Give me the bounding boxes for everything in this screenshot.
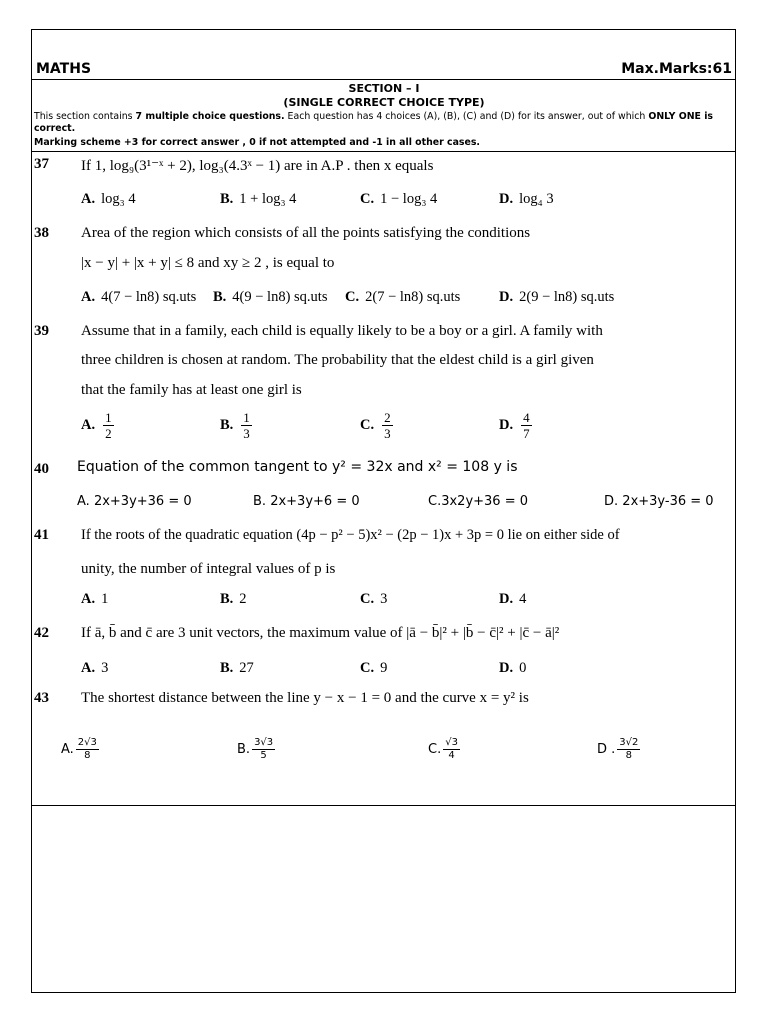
option-a: A. 1 <box>81 591 109 607</box>
question-number: 37 <box>34 156 49 172</box>
question-text-line2: unity, the number of integral values of p is <box>81 561 336 577</box>
option-d: D. 2(9 − ln8) sq.uts <box>499 289 615 305</box>
fraction: $\frac{3√3}{5}$ <box>254 737 274 761</box>
question-text-line1: Area of the region which consists of all the points satisfying the conditions <box>81 225 531 241</box>
option-b: B. 27 <box>220 660 254 676</box>
option-c: C.3x2y+36 = 0 <box>428 494 529 509</box>
option-b: B. 2 <box>220 591 247 607</box>
option-c: C. 3 <box>360 591 388 607</box>
question-text-line1: Assume that in a family, each child is equally likely to be a boy or a girl. A family with <box>81 323 603 339</box>
fraction: $\frac{1}{3}$ <box>243 410 250 441</box>
question-text: The shortest distance between the line y − x − 1 = 0 and the curve x = y² is <box>81 690 529 706</box>
section-title: SECTION – I <box>348 82 420 95</box>
option-a: A. $\frac{2√3}{8}$ <box>61 737 97 761</box>
fraction: $\frac{4}{7}$ <box>523 410 530 441</box>
question-text-line1: If the roots of the quadratic equation (4p − p² − 5)x² − (2p − 1)x + 3p = 0 lie on either side of <box>81 527 620 543</box>
marking-scheme: Marking scheme +3 for correct answer , 0 if not attempted and -1 in all other cases. <box>34 137 480 148</box>
fraction: $\frac{2√3}{8}$ <box>77 737 97 761</box>
max-marks: Max.Marks:61 <box>621 61 732 77</box>
question-text-line3: that the family has at least one girl is <box>81 382 302 398</box>
option-c: C. 9 <box>360 660 388 676</box>
question-text-line2: |x − y| + |x + y| ≤ 8 and xy ≥ 2 , is equal to <box>81 255 335 271</box>
question-text: If ā, b̄ and c̄ are 3 unit vectors, the maximum value of |ā − b̄|² + |b̄ − c̄|² + |c̄ − ā|² <box>81 625 560 641</box>
fraction: $\frac{3√2}{8}$ <box>619 737 639 761</box>
option-a: A. 4(7 − ln8) sq.uts <box>81 289 197 305</box>
option-d: D. $\frac{4}{7}$ <box>499 410 530 441</box>
section-type: (SINGLE CORRECT CHOICE TYPE) <box>283 96 485 109</box>
question-number: 41 <box>34 527 49 543</box>
option-d: D. 4 <box>499 591 527 607</box>
option-b: B. 1 + log₃ 4 <box>220 191 297 207</box>
question-number: 40 <box>34 461 49 477</box>
footer-divider <box>31 805 736 806</box>
question-text-line2: three children is chosen at random. The probability that the eldest child is a girl given <box>81 352 594 368</box>
question-text: If 1, log₉(3¹⁻ˣ + 2), log₃(4.3ˣ − 1) are in A.P . then x equals <box>81 158 434 174</box>
option-a: A. $\frac{1}{2}$ <box>81 410 112 441</box>
option-a: A. 3 <box>81 660 109 676</box>
fraction: $\frac{√3}{4}$ <box>445 737 458 761</box>
option-a: A. 2x+3y+36 = 0 <box>77 494 192 509</box>
option-c: C. 2(7 − ln8) sq.uts <box>345 289 461 305</box>
option-b: B. $\frac{1}{3}$ <box>220 410 250 441</box>
option-b: B. 4(9 − ln8) sq.uts <box>213 289 328 305</box>
question-number: 42 <box>34 625 49 641</box>
option-c: C. 1 − log₃ 4 <box>360 191 438 207</box>
question-number: 38 <box>34 225 49 241</box>
option-b: B. $\frac{3√3}{5}$ <box>237 737 274 761</box>
subject-title: MATHS <box>36 61 92 77</box>
question-number: 43 <box>34 690 49 706</box>
question-text: Equation of the common tangent to y² = 32x and x² = 108 y is <box>77 459 518 475</box>
option-d: D. 0 <box>499 660 527 676</box>
option-d: D . $\frac{3√2}{8}$ <box>597 737 639 761</box>
option-c: C. $\frac{√3}{4}$ <box>428 737 458 761</box>
option-c: C. $\frac{2}{3}$ <box>360 410 391 441</box>
option-d: D. log₄ 3 <box>499 191 554 207</box>
option-b: B. 2x+3y+6 = 0 <box>253 494 360 509</box>
section-instructions: This section contains 7 multiple choice questions. Each question has 4 choices (A), (B), (C) and (D) for its answer, out of which ONLY ONE is correct. <box>34 111 714 134</box>
fraction: $\frac{1}{2}$ <box>105 410 112 441</box>
option-a: A. log₃ 4 <box>81 191 136 207</box>
instructions-divider <box>31 151 736 152</box>
header-divider <box>31 79 736 80</box>
option-d: D. 2x+3y-36 = 0 <box>604 494 714 509</box>
fraction: $\frac{2}{3}$ <box>384 410 391 441</box>
question-number: 39 <box>34 323 49 339</box>
